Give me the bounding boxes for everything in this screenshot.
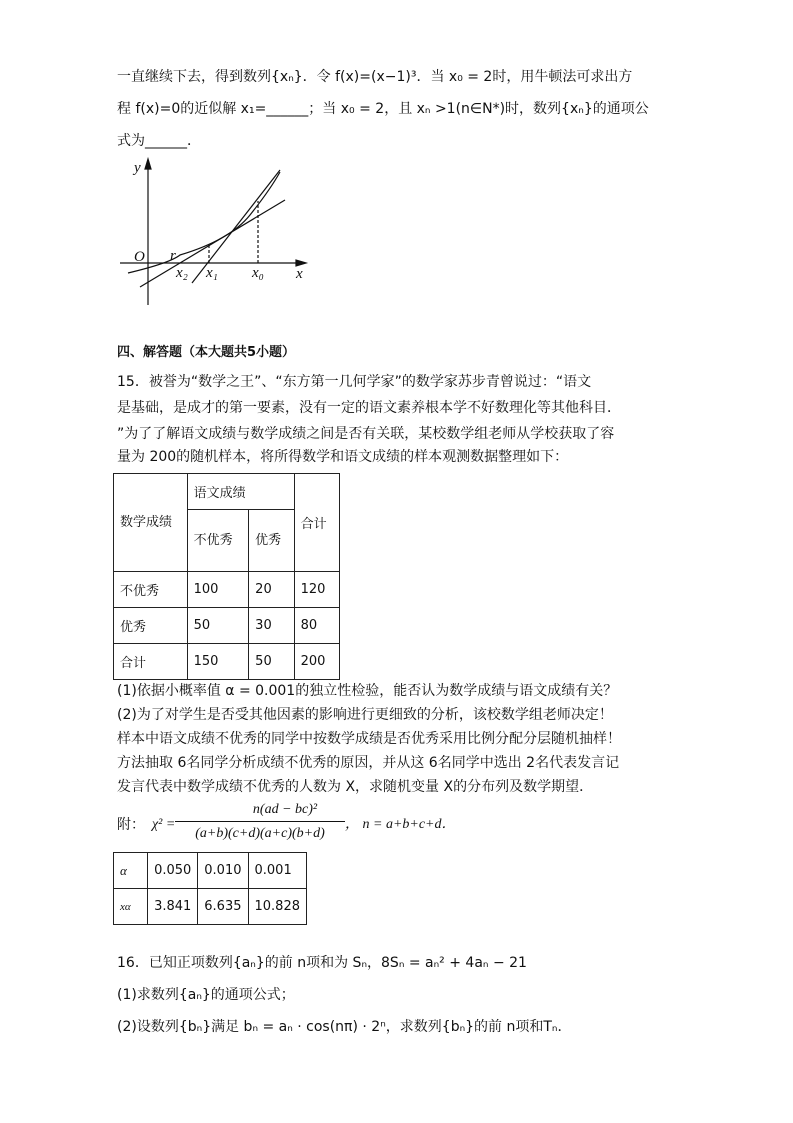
table-row: 优秀 50 30 80 — [114, 608, 340, 644]
r-label: r — [170, 248, 176, 264]
critical-value-table — [113, 852, 307, 925]
col-header-not-excellent: 不优秀 — [193, 532, 233, 548]
q16-line-1: 16．已知正项数列{aₙ}的前 n项和为 Sₙ，8Sₙ = aₙ² + 4aₙ − 21 — [117, 955, 527, 971]
q15-line-1: 15．被誉为“数学之王”、“东方第一几何学家”的数学家苏步青曾说过：“语文 — [117, 374, 592, 390]
q15-sub-1: (1)依据小概率值 α = 0.001的独立性检验，能否认为数学成绩与语文成绩有关？ — [117, 683, 618, 699]
intro-line-3: 式为______． — [117, 133, 201, 149]
q15-sub-3: 样本中语文成绩不优秀的同学中按数学成绩是否优秀采用比例分配分层随机抽样！ — [117, 731, 621, 747]
table-row: 不优秀 100 20 120 — [114, 572, 340, 608]
fraction-bar — [175, 821, 345, 822]
q16-line-2: (1)求数列{aₙ}的通项公式； — [117, 987, 295, 1003]
y-axis-arrow-icon — [145, 159, 151, 169]
origin-label: O — [134, 249, 145, 265]
q15-line-3: ”为了了解语文成绩与数学成绩之间是否有关联，某校数学组老师从学校获取了容 — [117, 426, 615, 442]
x0-label: x₀ — [252, 265, 264, 281]
curve — [128, 172, 280, 273]
newton-method-graph — [110, 155, 310, 325]
section-heading: 四、解答题（本大题共5小题） — [117, 345, 296, 360]
table-row: xα 3.841 6.635 10.828 — [114, 889, 307, 925]
q15-sub-5: 发言代表中数学成绩不优秀的人数为 X，求随机变量 X的分布列及数学期望． — [117, 779, 594, 795]
q15-line-2: 是基础，是成才的第一要素，没有一定的语文素养根本学不好数理化等其他科目． — [117, 400, 621, 416]
intro-line-2: 程 f(x)=0的近似解 x₁=______；当 x₀ = 2，且 xₙ >1(n∈N*)时，数列{xₙ}的通项公 — [117, 101, 649, 117]
table-row: 合计 150 50 200 — [114, 644, 340, 680]
group-header: 语文成绩 — [193, 486, 246, 501]
formula-prefix: 附： — [117, 817, 145, 833]
intro-line-1: 一直继续下去，得到数列{xₙ}．令 f(x)=(x−1)³．当 x₀ = 2时，用牛顿法可求出方 — [117, 69, 633, 85]
total-header: 合计 — [300, 517, 327, 532]
q15-sub-4: 方法抽取 6名同学分析成绩不优秀的原因，并从这 6名同学中选出 2名代表发言记 — [117, 755, 620, 771]
table-row: α 0.050 0.010 0.001 — [114, 853, 307, 889]
row-header: 数学成绩 — [120, 514, 173, 530]
q16-line-3: (2)设数列{bₙ}满足 bₙ = aₙ · cos(nπ) · 2ⁿ，求数列{bₙ}的前 n项和Tₙ． — [117, 1019, 572, 1035]
q15-sub-2: (2)为了对学生是否受其他因素的影响进行更细致的分析，该校数学组老师决定！ — [117, 707, 613, 723]
col-header-excellent: 优秀 — [255, 532, 282, 548]
contingency-table — [113, 473, 340, 680]
y-label: y — [134, 160, 141, 176]
formula-lhs: χ² = — [152, 817, 176, 832]
formula-denominator: (a+b)(c+d)(a+c)(b+d) — [195, 826, 325, 841]
formula-numerator: n(ad − bc)² — [252, 802, 318, 817]
x2-label: x₂ — [176, 265, 188, 281]
formula-suffix: ， n = a+b+c+d． — [345, 817, 456, 832]
x1-label: x₁ — [206, 265, 218, 281]
x-label: x — [296, 266, 303, 282]
q15-line-4: 量为 200的随机样本，将所得数学和语文成绩的样本观测数据整理如下： — [117, 449, 569, 465]
